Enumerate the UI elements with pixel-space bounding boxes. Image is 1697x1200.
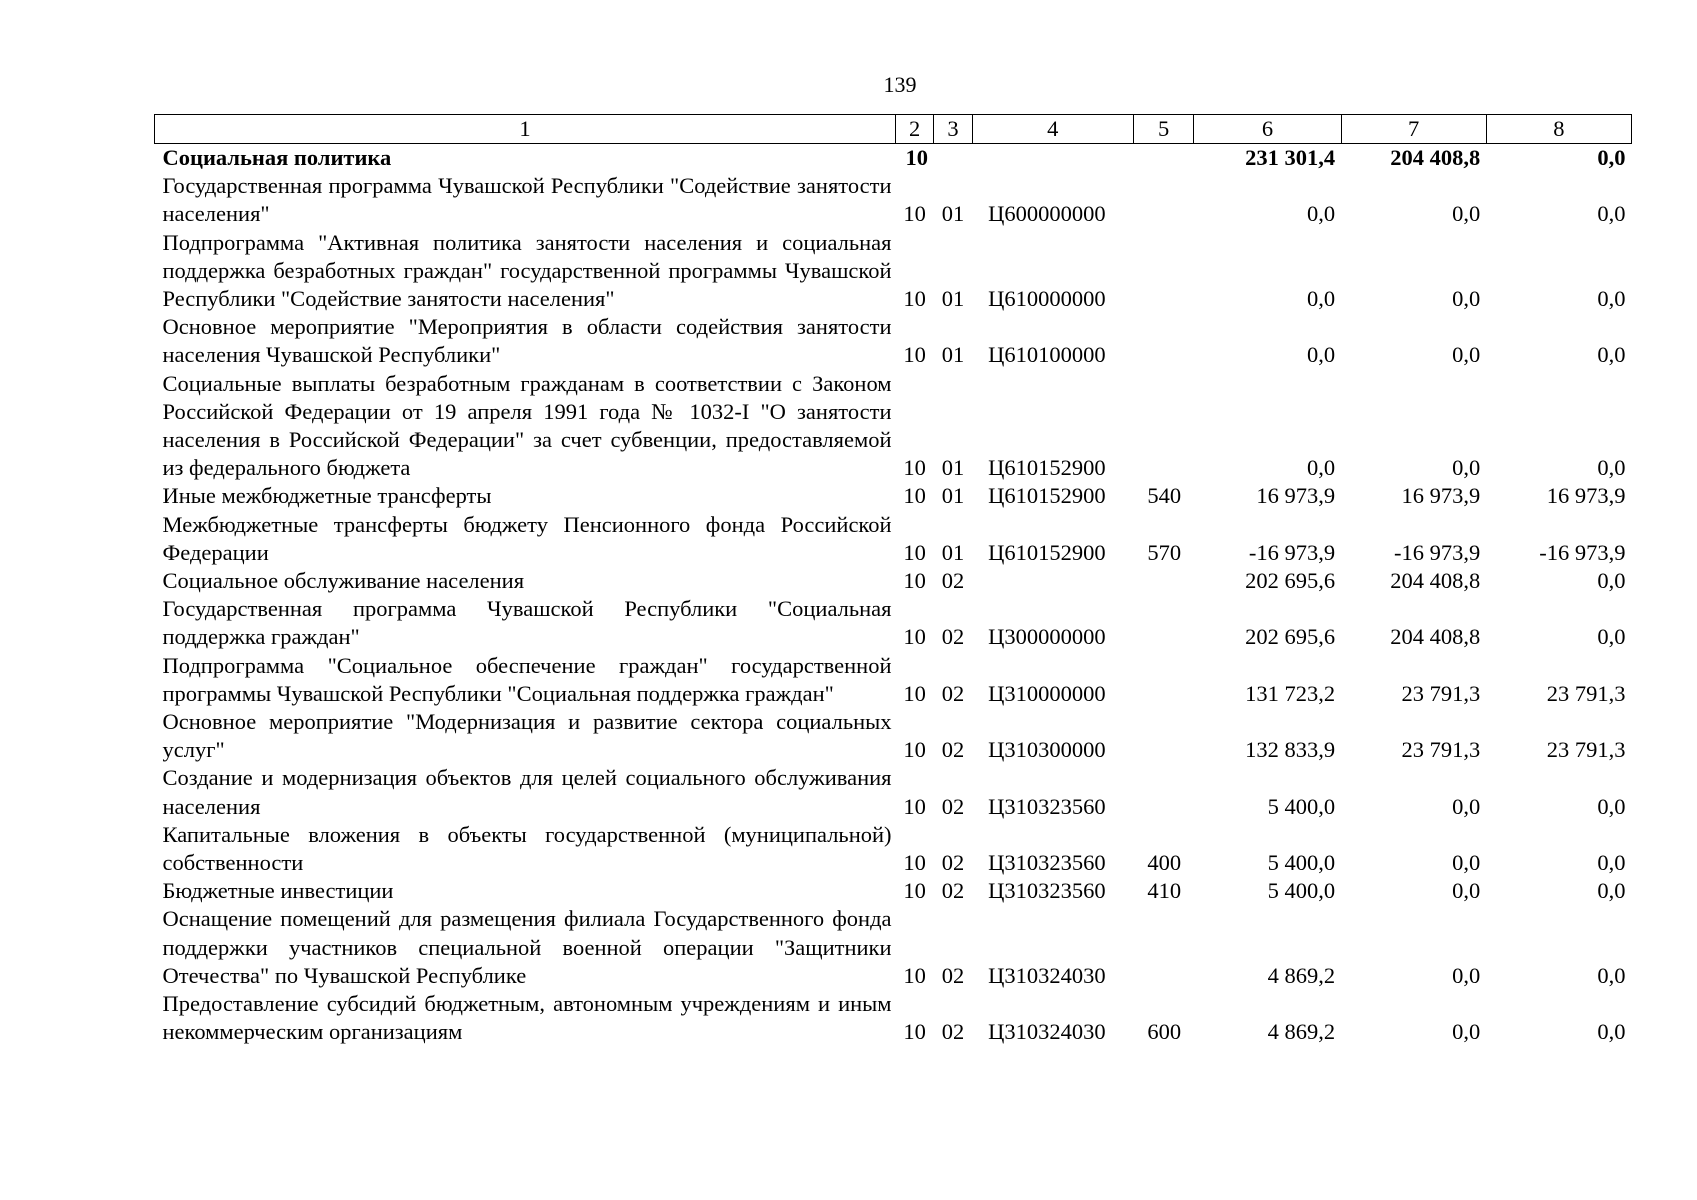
row-target-code: Ц610152900 bbox=[988, 483, 1106, 509]
row-value-6: 16 973,9 bbox=[1256, 483, 1336, 509]
row-target-code: Ц310323560 bbox=[988, 793, 1106, 819]
row-value-7: 204 408,8 bbox=[1390, 568, 1481, 594]
table-row bbox=[155, 482, 1632, 510]
table-row bbox=[155, 229, 1632, 314]
row-value-6: 0,0 bbox=[1306, 455, 1336, 481]
row-section: 10 bbox=[903, 568, 926, 594]
row-subsection: 02 bbox=[941, 1019, 965, 1045]
row-expense-type: 600 bbox=[1147, 1019, 1182, 1045]
row-expense-type: 400 bbox=[1147, 850, 1182, 876]
table-row bbox=[155, 172, 1632, 228]
row-name: Бюджетные инвестиции bbox=[162, 878, 394, 904]
row-name: Основное мероприятие "Мероприятия в области содействия занятости населения Чувашской Республики" bbox=[162, 314, 892, 368]
row-target-code: Ц610100000 bbox=[988, 342, 1106, 368]
row-value-7: 0,0 bbox=[1452, 342, 1481, 368]
row-subsection: 02 bbox=[941, 624, 965, 650]
row-value-6: 4 869,2 bbox=[1267, 1019, 1336, 1045]
row-target-code: Ц610152900 bbox=[988, 455, 1106, 481]
row-target-code: Ц310324030 bbox=[988, 1019, 1106, 1045]
row-section: 10 bbox=[905, 145, 929, 170]
row-subsection: 01 bbox=[941, 483, 965, 509]
row-value-7: 204 408,8 bbox=[1390, 624, 1481, 650]
row-value-8: 0,0 bbox=[1597, 286, 1626, 312]
row-expense-type bbox=[1133, 764, 1193, 820]
table-row bbox=[155, 877, 1632, 905]
column-header-3: 3 bbox=[934, 115, 972, 144]
row-value-8: 23 791,3 bbox=[1546, 680, 1626, 706]
row-section: 10 bbox=[903, 962, 926, 988]
row-name: Капитальные вложения в объекты государственной (муниципальной) собственности bbox=[162, 821, 892, 876]
row-value-6: 131 723,2 bbox=[1245, 680, 1336, 706]
row-value-8: 0,0 bbox=[1597, 850, 1626, 876]
row-value-7: 0,0 bbox=[1452, 1019, 1481, 1045]
row-name: Основное мероприятие "Модернизация и развитие сектора социальных услуг" bbox=[162, 709, 892, 763]
row-name: Иные межбюджетные трансферты bbox=[162, 483, 492, 509]
table-header-row bbox=[155, 115, 1632, 144]
row-value-8: 0,0 bbox=[1597, 962, 1626, 988]
column-header-2: 2 bbox=[896, 115, 934, 144]
table-row bbox=[155, 764, 1632, 820]
row-expense-type bbox=[1133, 595, 1193, 651]
row-target-code: Ц610000000 bbox=[988, 286, 1106, 312]
row-section: 10 bbox=[903, 455, 926, 481]
row-value-6: 5 400,0 bbox=[1267, 850, 1336, 876]
row-value-8: 23 791,3 bbox=[1546, 737, 1626, 763]
row-subsection: 02 bbox=[941, 962, 965, 988]
table-row bbox=[155, 567, 1632, 595]
row-value-8: 0,0 bbox=[1597, 568, 1626, 594]
row-section: 10 bbox=[903, 850, 926, 876]
row-value-6: 0,0 bbox=[1306, 286, 1336, 312]
row-value-8: -16 973,9 bbox=[1539, 539, 1626, 565]
row-expense-type bbox=[1133, 708, 1193, 764]
row-section: 10 bbox=[903, 539, 926, 565]
row-value-6: 5 400,0 bbox=[1267, 793, 1336, 819]
row-value-8: 0,0 bbox=[1597, 455, 1626, 481]
row-subsection: 02 bbox=[941, 568, 965, 594]
row-value-7: 0,0 bbox=[1452, 962, 1481, 988]
row-value-6: -16 973,9 bbox=[1248, 539, 1336, 565]
row-section: 10 bbox=[903, 793, 926, 819]
table-row bbox=[155, 821, 1632, 877]
row-value-7: 0,0 bbox=[1452, 201, 1481, 227]
row-expense-type bbox=[1133, 313, 1193, 369]
row-value-6: 202 695,6 bbox=[1245, 568, 1336, 594]
row-expense-type bbox=[1133, 144, 1193, 173]
row-value-8: 0,0 bbox=[1597, 145, 1626, 170]
row-value-8: 16 973,9 bbox=[1546, 483, 1626, 509]
row-name: Оснащение помещений для размещения филиала Государственного фонда поддержки участников специальной военной операции "Защитники Отечества" по Чувашской Республике bbox=[162, 906, 892, 988]
column-header-6: 6 bbox=[1194, 115, 1341, 144]
row-subsection: 02 bbox=[941, 793, 965, 819]
row-name: Подпрограмма "Социальное обеспечение граждан" государственной программы Чувашской Республики "Социальная поддержка граждан" bbox=[162, 652, 892, 706]
row-value-6: 202 695,6 bbox=[1245, 624, 1336, 650]
row-value-6: 0,0 bbox=[1306, 201, 1336, 227]
row-name: Социальные выплаты безработным гражданам в соответствии с Законом Российской Федерации от 19 апреля 1991 года № 1032-I "О занятости населения в Российской Федерации" за счет субвенции, предоставляемой из федерального бюджета bbox=[162, 370, 892, 481]
row-value-6: 132 833,9 bbox=[1245, 737, 1336, 763]
table-row bbox=[155, 905, 1632, 990]
row-value-8: 0,0 bbox=[1597, 793, 1626, 819]
row-value-6: 0,0 bbox=[1306, 342, 1336, 368]
row-subsection bbox=[934, 144, 972, 173]
row-expense-type: 540 bbox=[1147, 483, 1182, 509]
row-value-8: 0,0 bbox=[1597, 624, 1626, 650]
row-expense-type bbox=[1133, 652, 1193, 708]
row-value-6: 5 400,0 bbox=[1267, 878, 1336, 904]
column-header-5: 5 bbox=[1133, 115, 1193, 144]
row-value-8: 0,0 bbox=[1597, 201, 1626, 227]
row-subsection: 02 bbox=[941, 680, 965, 706]
row-target-code: Ц600000000 bbox=[988, 201, 1106, 227]
table-row bbox=[155, 144, 1632, 173]
row-target-code: Ц310000000 bbox=[988, 680, 1106, 706]
row-value-6: 231 301,4 bbox=[1245, 145, 1336, 170]
row-target-code: Ц310300000 bbox=[988, 737, 1106, 763]
row-target-code: Ц310324030 bbox=[988, 962, 1106, 988]
row-section: 10 bbox=[903, 342, 926, 368]
row-value-7: 23 791,3 bbox=[1401, 737, 1481, 763]
row-value-7: 0,0 bbox=[1452, 286, 1481, 312]
row-section: 10 bbox=[903, 201, 926, 227]
row-subsection: 01 bbox=[941, 539, 965, 565]
table-row bbox=[155, 708, 1632, 764]
page-number: 139 bbox=[883, 72, 917, 97]
row-value-7: 16 973,9 bbox=[1401, 483, 1481, 509]
row-target-code bbox=[972, 144, 1133, 173]
row-subsection: 01 bbox=[941, 201, 965, 227]
row-name: Социальная политика bbox=[162, 145, 392, 170]
row-name: Социальное обслуживание населения bbox=[162, 568, 525, 594]
column-header-1: 1 bbox=[155, 115, 896, 144]
row-section: 10 bbox=[903, 737, 926, 763]
row-target-code: Ц310323560 bbox=[988, 878, 1106, 904]
table-row bbox=[155, 511, 1632, 567]
row-name: Государственная программа Чувашской Республики "Социальная поддержка граждан" bbox=[162, 596, 892, 650]
row-value-7: 204 408,8 bbox=[1390, 145, 1481, 170]
row-subsection: 02 bbox=[941, 878, 965, 904]
row-subsection: 02 bbox=[941, 737, 965, 763]
row-expense-type bbox=[1133, 370, 1193, 483]
row-subsection: 02 bbox=[941, 850, 965, 876]
row-value-8: 0,0 bbox=[1597, 1019, 1626, 1045]
column-header-7: 7 bbox=[1341, 115, 1486, 144]
row-value-6: 4 869,2 bbox=[1267, 962, 1336, 988]
table-row bbox=[155, 313, 1632, 369]
row-value-8: 0,0 bbox=[1597, 878, 1626, 904]
row-subsection: 01 bbox=[941, 286, 965, 312]
row-expense-type bbox=[1133, 229, 1193, 314]
row-value-7: -16 973,9 bbox=[1394, 539, 1481, 565]
budget-table bbox=[154, 114, 1632, 1047]
row-expense-type: 410 bbox=[1147, 878, 1182, 904]
row-value-8: 0,0 bbox=[1597, 342, 1626, 368]
row-expense-type: 570 bbox=[1147, 539, 1182, 565]
row-expense-type bbox=[1133, 172, 1193, 228]
row-value-7: 0,0 bbox=[1452, 850, 1481, 876]
row-expense-type bbox=[1133, 567, 1193, 595]
table-row bbox=[155, 652, 1632, 708]
row-value-7: 0,0 bbox=[1452, 455, 1481, 481]
row-target-code: Ц300000000 bbox=[988, 624, 1106, 650]
row-subsection: 01 bbox=[941, 342, 965, 368]
row-name: Подпрограмма "Активная политика занятости населения и социальная поддержка безработных граждан" государственной программы Чувашской Республики "Содействие занятости населения" bbox=[162, 229, 892, 312]
row-target-code: Ц610152900 bbox=[988, 539, 1106, 565]
row-section: 10 bbox=[903, 680, 926, 706]
row-target-code bbox=[972, 567, 1133, 595]
row-name: Предоставление субсидий бюджетным, автономным учреждениям и иным некоммерческим организациям bbox=[162, 991, 892, 1045]
column-header-8: 8 bbox=[1486, 115, 1631, 144]
table-row bbox=[155, 370, 1632, 483]
row-subsection: 01 bbox=[941, 455, 965, 481]
row-target-code: Ц310323560 bbox=[988, 850, 1106, 876]
row-expense-type bbox=[1133, 905, 1193, 990]
row-value-7: 0,0 bbox=[1452, 793, 1481, 819]
column-header-4: 4 bbox=[972, 115, 1133, 144]
table-row bbox=[155, 595, 1632, 651]
table-row bbox=[155, 990, 1632, 1046]
row-section: 10 bbox=[903, 1019, 926, 1045]
row-section: 10 bbox=[903, 483, 926, 509]
row-section: 10 bbox=[903, 624, 926, 650]
row-name: Государственная программа Чувашской Республики "Содействие занятости населения" bbox=[162, 173, 892, 227]
row-name: Создание и модернизация объектов для целей социального обслуживания населения bbox=[162, 765, 892, 819]
row-section: 10 bbox=[903, 878, 926, 904]
row-value-7: 23 791,3 bbox=[1401, 680, 1481, 706]
row-section: 10 bbox=[903, 286, 926, 312]
row-name: Межбюджетные трансферты бюджету Пенсионного фонда Российской Федерации bbox=[162, 511, 892, 565]
row-value-7: 0,0 bbox=[1452, 878, 1481, 904]
